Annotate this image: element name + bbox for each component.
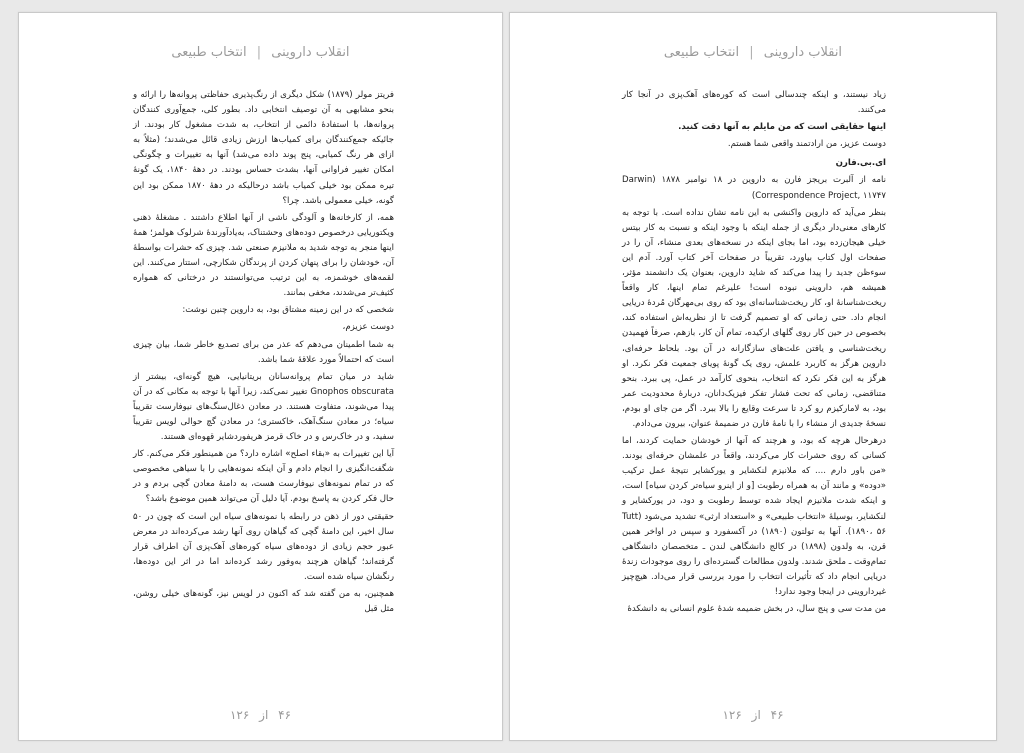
header-separator: | xyxy=(749,45,754,60)
paragraph: به شما اطمینان می‌دهم که عذر من برای تصدیع خاطر شما، بیان چیزی است که احتمالاً مورد علاقهٔ شما باشد. xyxy=(133,339,394,365)
page-body xyxy=(133,88,394,619)
paragraph: همچنین، به من گفته شد که اکنون در لویس نیز، گونه‌های خیلی روشن، مثل قبل xyxy=(133,589,394,615)
running-header xyxy=(19,45,502,60)
page-body xyxy=(622,88,886,619)
page-current: ۴۶ xyxy=(278,708,292,722)
book-title: انقلاب داروینی xyxy=(763,45,843,60)
page-left xyxy=(18,12,503,741)
paragraph: من مدت سی و پنج سال، در بخش ضمیمه شدهٔ علوم انسانی به دانشکدهٔ xyxy=(627,604,886,615)
chapter-title: انتخاب طبیعی xyxy=(171,45,247,60)
paragraph: درهرحال هرچه که بود، و هرچند که آنها از خودشان حمایت کردند، اما کسانی که روی حشرات کار می‌کردند، واقعاً در علمشان حرفه‌ای بودند. «من باور دارم .... که ملانیزم لنکشایر و یورکشایر نتیجهٔ عمل ترکیب «دوده» و مانند آن به همراه رطوبت [و از اینرو سیاه‌تر کردن سیاه] است، و اینکه شدت ملانیزم ایجاد شده توسط رطوبت و دود، در یورکشایر و لنکشایر، بوسیلهٔ «انتخاب طبیعی» و «استعداد ارثی» تشدید می‌شود (Tutt ۱۸۹۰، ۵۶). آنها به تولتون (۱۸۹۰) در آکسفورد و سپس در اواخر همین قرن، به ولدون (۱۸۹۸) در کالج دانشگاهی لندن ـ متخصصان دانشگاهی تمام‌وقت ـ ملحق شدند. ولدون مطالعات گسترده‌ای را روی موجودات زندهٔ دریایی انجام داد که تأثیرات انتخاب را مورد بررسی قرار می‌داد. هیچ‌چیز غیرداروینی در اینجا وجود ندارد! xyxy=(622,436,886,597)
paragraph: اینها حقایقی است که من مایلم به آنها دقت کنید. xyxy=(678,122,886,133)
letter-signature: ای.بی.فارن xyxy=(835,158,886,169)
header-separator: | xyxy=(256,45,262,60)
paragraph: زیاد نیستند، و اینکه چندسالی است که کوره‌های آهک‌پزی در آنجا کار می‌کنند. xyxy=(622,90,886,116)
paragraph: حقیقتی دور از ذهن در رابطه با نمونه‌های سیاه این است که چون در ۵۰ سال اخیر، این دامنهٔ گچی که گیاهان روی آنها رشد می‌کرده‌اند در معرض عبور حجم زیادی از دوده‌های سیاه کوره‌های آهک‌پزی آن اطراف قرار گرفته‌اند؛ گیاهان هرچند به‌وفور رشد کرده‌اند اما در اثر این دوده‌ها، رنگشان سیاه شده است. xyxy=(133,511,394,582)
paragraph: شخصی که در این زمینه مشتاق بود، به داروین چنین نوشت: xyxy=(182,305,394,316)
page-right xyxy=(509,12,997,741)
paragraph: شاید در میان تمام پروانه‌سانان بریتانیایی، هیچ گونه‌ای، بیشتر از Gnophos obscurata تغییر نمی‌کند، زیرا آنها با توجه به مکانی که در آن پیدا می‌شوند، متفاوت هستند. در معادن ذغال‌سنگ‌های نیوفارست تقریباً سیاه؛ در معادن سنگ‌آهک، خاکستری؛ در معادن گچ حوالی لویس تقریباً سفید، و در خاک‌رس و در خاک قرمز هریفوردشایر قهوه‌ای هستند. xyxy=(133,371,394,443)
paragraph: دوست عزیز، من ارادتمند واقعی شما هستم. xyxy=(727,139,886,150)
page-of: از xyxy=(259,708,269,722)
paragraph: همه، از کارخانه‌ها و آلودگی ناشی از آنها اطلاع داشتند . مشغلهٔ ذهنی ویکتوریایی درخصوص دوده‌های وحشتناک، به‌یادآورندهٔ شرلوک هولمز؛ همهٔ اینها منجر به توجه شدید به ملانیزم صنعتی شد. چیزی که حشرات بواسطهٔ آن، خودشان را برای پنهان کردن از پرندگان شکارچی، استتار می‌کنند. این لقمه‌های خوشمزه، به این ترتیب می‌توانستند در درختانی که همواره کثیف‌تر می‌شدند، مخفی بمانند. xyxy=(133,212,394,299)
paragraph: فریتز مولر (۱۸۷۹) شکل دیگری از رنگ‌پذیری حفاظتی پروانه‌ها را ارائه و بنحو مشابهی به آن توصیف انتخابی داد. بطور کلی، جمع‌آوری کنندگان پروانه‌ها، با استفادهٔ دائمی از انتخاب، به شدت مشغول کار بودند. از جائیکه جمع‌کنندگان برای کمیاب‌ها ارزش زیادی قائل می‌شدند؛ (مثلاً به ازای هر رنگ کمیابی، پنج پوند داده می‌شد) آنها به تغییرات و چگونگی امکان تغییر فراوانی آنها، بشدت حساس بودند. در دههٔ ۱۸۴۰، یک گونهٔ تیره ممکن بود خیلی کمیاب باشد درحالیکه در دههٔ ۱۸۷۰ ممکن بود این گونه، خیلی معمولی باشد. چرا؟ xyxy=(133,90,394,206)
page-current: ۴۶ xyxy=(770,708,784,722)
letter-citation: نامه از آلبرت بریجز فارن به داروین در ۱۸ نوامبر ۱۸۷۸ (Darwin Correspondence Project, ۱۱۷۴۷) xyxy=(622,175,886,201)
page-of: از xyxy=(751,708,761,722)
page-total: ۱۲۶ xyxy=(722,708,742,722)
chapter-title: انتخاب طبیعی xyxy=(663,45,740,60)
paragraph: بنظر می‌آید که داروین واکنشی به این نامه نشان نداده است. با توجه به کارهای معنی‌دار دیگری از جمله اینکه با وجود اینکه و نسبت به کار بیتس خیلی هیجان‌زده بود، اما بجای اینکه در نسخه‌های بعدی منشاء، آن را در صفحات اول کتاب بیاورد، تقریباً در صفحات آخر کتاب آورد. آدم این سوءظن جدید را پیدا می‌کند که شاید داروین، بعنوان یک دانشمند مؤثر، همیشه هم، داروینی نبوده است! علیرغم تمام اینها، کار واقعاً ریخت‌شناسانهٔ او، کار ریخت‌شناسانه‌ای بود که روی بی‌مهرگان مُردهٔ دریایی انجام داد. حتی زمانی که او تصمیم گرفت تا از نظریه‌اش استفاده کند، بخصوص در حین کار روی گلهای ارکیده، تمام آن کار، بازهم، صرفاً فهمیدن ریخت‌شناسی و یافتن علت‌های سازگارانه در آن بود. بلحاظ حرفه‌ای، داروین هرگز به کاربرد علمش، روی یک گونهٔ پویای جمعیت فکر نکرد. او هرگز به این فکر نکرد که انتخاب، بنحوی کارآمد در عمل، پی ببرد. بنحو متناقضی، زمانی که تحت فشار تفکر فیزیک‌دانان، دربارهٔ محدودیت عمر بود، به لامارکیزم رو کرد تا سرعت وقایع را بالا ببرد. اگر من جای او بودم، نسخهٔ جدیدی از منشاء را با نامهٔ فارن در ضمیمهٔ عنوان، بیرون می‌دادم. xyxy=(622,207,886,429)
page-number xyxy=(510,708,996,722)
paragraph: آیا این تغییرات به «بقاء اصلح» اشاره دارد؟ من همینطور فکر می‌کنم. کار شگفت‌انگیزی را انجام دادم و آن اینکه نمونه‌هایی را با سیاهی مخصوصی که در تمام نمونه‌های نیوفارست هست، به دامنهٔ معادن گچی بردم و در حال فکر کردن به پاسخ بودم. آیا دلیل آن می‌تواند همین موضوع باشد؟ xyxy=(133,449,394,505)
page-number xyxy=(19,708,502,722)
book-title: انقلاب داروینی xyxy=(271,45,350,60)
paragraph: دوست عزیزم، xyxy=(342,322,394,333)
running-header xyxy=(510,45,996,60)
page-total: ۱۲۶ xyxy=(229,708,250,722)
